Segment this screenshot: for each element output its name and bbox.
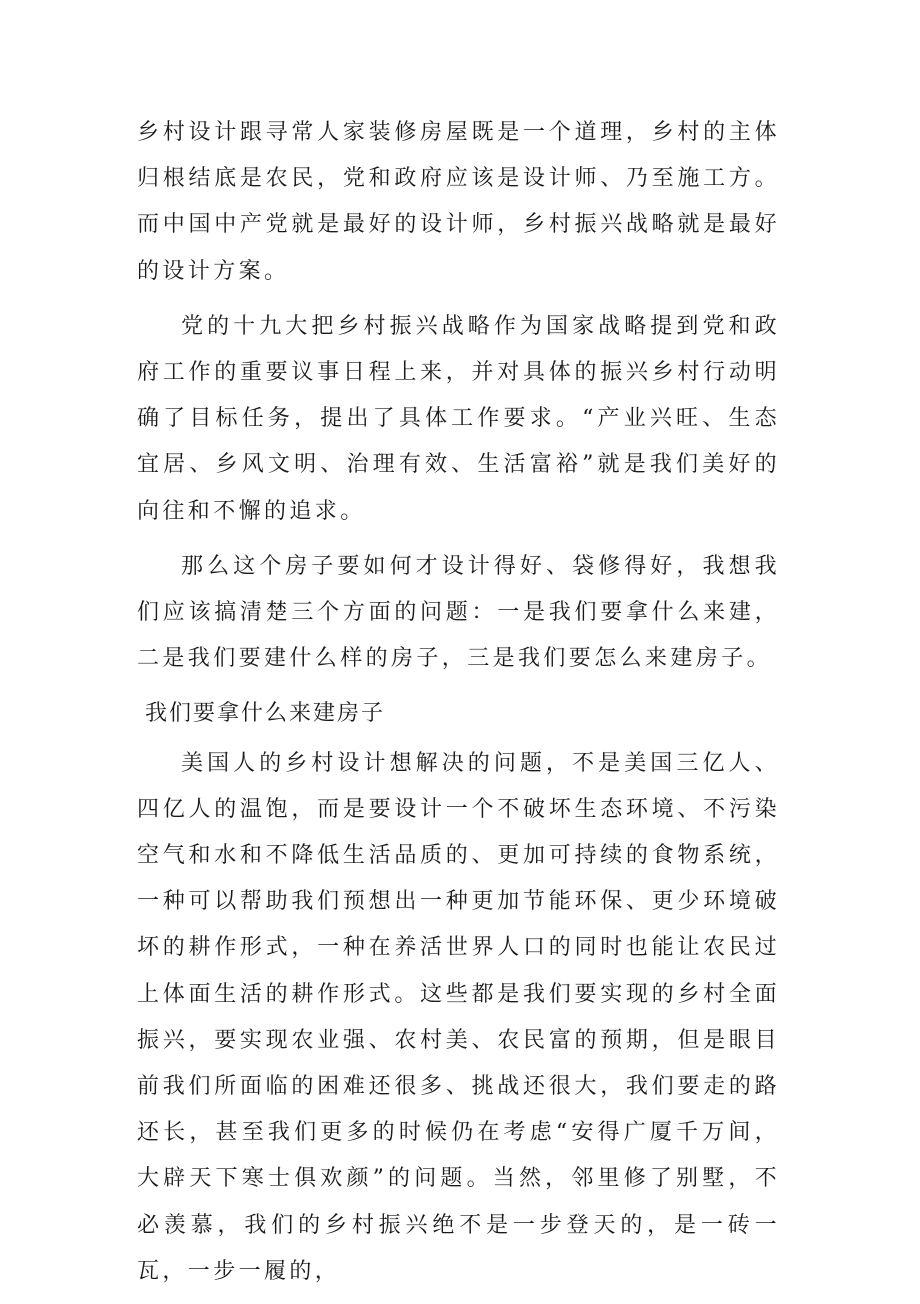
section-heading: 我们要拿什么来建房子: [145, 701, 386, 727]
paragraph-1: 乡村设计跟寻常人家装修房屋既是一个道理，乡村的主体归根结底是农民，党和政府应该是设计师、乃至施工方。而中国中产党就是最好的设计师，乡村振兴战略就是最好的设计方案。: [137, 120, 780, 284]
paragraph-2: 党的十九大把乡村振兴战略作为国家战略提到党和政府工作的重要议事日程上来，并对具体的振兴乡村行动明确了目标任务，提出了具体工作要求。“产业兴旺、生态宜居、乡风文明、治理有效、生活富裕”就是我们美好的向往和不懈的追求。: [137, 313, 780, 524]
document-body: [137, 110, 780, 1304]
paragraph-3: 那么这个房子要如何才设计得好、袋修得好，我想我们应该搞清楚三个方面的问题：一是我们要拿什么来建，二是我们要建什么样的房子，三是我们要怎么来建房子。: [137, 553, 780, 672]
paragraph-5: 美国人的乡村设计想解决的问题，不是美国三亿人、四亿人的温饱，而是要设计一个不破坏生态环境、不污染空气和水和不降低生活品质的、更加可持续的食物系统，一种可以帮助我们预想出一种更加节能环保、更少环境破坏的耕作形式，一种在养活世界人口的同时也能让农民过上体面生活的耕作形式。这些都是我们要实现的乡村全面振兴，要实现农业强、农村美、农民富的预期，但是眼目前我们所面临的困难还很多、挑战还很大，我们要走的路还长，甚至我们更多的时候仍在考虑“安得广厦千万间，大辟天下寒士俱欢颜”的问题。当然，邻里修了别墅，不必羡慕，我们的乡村振兴绝不是一步登天的，是一砖一瓦，一步一履的，: [137, 750, 780, 1284]
